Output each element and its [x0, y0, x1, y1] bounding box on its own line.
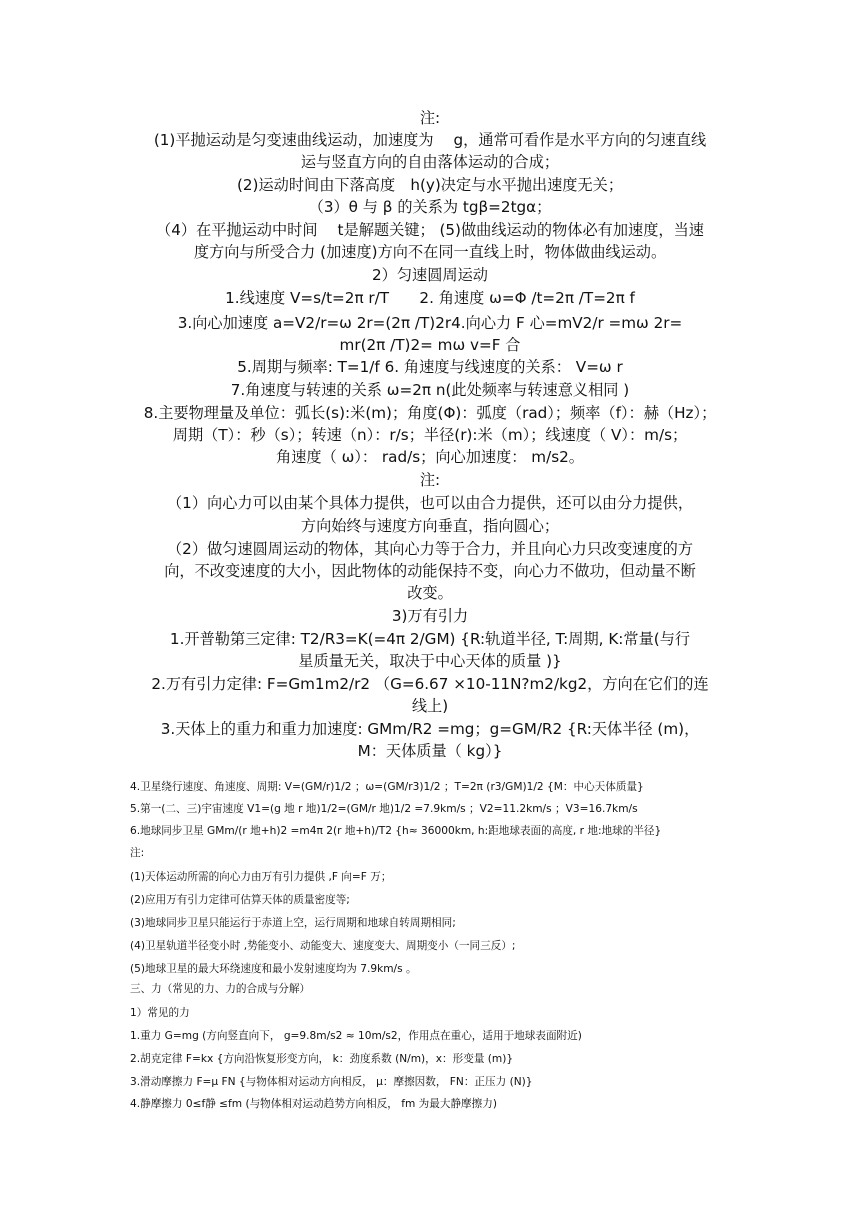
small-text-line: 4.静摩擦力 0≤f静 ≤fm (与物体相对运动趋势方向相反， fm 为最大静摩擦力) — [130, 1098, 497, 1110]
small-text-line: (1)天体运动所需的向心力由万有引力提供 ,F 向=F 万； — [130, 871, 392, 883]
note-line: (2)运动时间由下落高度 h(y)决定与水平抛出速度无关； — [236, 176, 624, 194]
note-line: 改变。 — [407, 584, 453, 602]
small-text-line: 4.卫星绕行速度、角速度、周期: V=(GM/r)1/2 ；ω=(GM/r3)1/2 ；T=2π (r3/GM)1/2 {M：中心天体质量} — [130, 781, 644, 793]
gravitation-line: 2.万有引力定律: F=Gm1m2/r2 （G=6.67 ×10-11N?m2/kg2，方向在它们的连 — [151, 675, 709, 693]
gravitation-line: 星质量无关，取决于中心天体的质量 )} — [298, 652, 562, 670]
note-line: 方向始终与速度方向垂直，指向圆心； — [300, 517, 560, 535]
note-line: （4）在平抛运动中时间 t是解题关键； (5)做曲线运动的物体必有加速度，当速 — [156, 221, 704, 239]
note-line: 度方向与所受合力 (加速度)方向不在同一直线上时，物体做曲线运动。 — [193, 243, 667, 261]
subsection-heading-common-forces: 1）常见的力 — [130, 1007, 190, 1019]
small-text-line: (5)地球卫星的最大环绕速度和最小发射速度均为 7.9km/s 。 — [130, 963, 417, 975]
gravitation-line: 1.开普勒第三定律: T2/R3=K(=4π 2/GM) {R:轨道半径, T:周期, K:常量(与行 — [169, 630, 691, 648]
note-line: （3）θ 与 β 的关系为 tgβ=2tgα； — [308, 198, 552, 216]
formula-line: 1.线速度 V=s/t=2π r/T 2. 角速度 ω=Φ /t=2π /T=2π f — [225, 289, 635, 307]
small-text-line: 2.胡克定律 F=kx {方向沿恢复形变方向， k：劲度系数 (N/m)，x：形变量 (m)} — [130, 1053, 514, 1065]
small-text-line: 1.重力 G=mg (方向竖直向下， g=9.8m/s2 ≈ 10m/s2，作用点在重心，适用于地球表面附近) — [130, 1030, 582, 1042]
formula-line: 7.角速度与转速的关系 ω=2π n(此处频率与转速意义相同 ) — [230, 381, 630, 399]
note-line: （2）做匀速圆周运动的物体，其向心力等于合力，并且向心力只改变速度的方 — [166, 540, 694, 558]
formula-line: mr(2π /T)2= mω v=F 合 — [339, 336, 521, 354]
gravitation-line: M：天体质量（ kg）} — [357, 742, 503, 760]
small-text-line: 6.地球同步卫星 GMm/(r 地+h)2 =m4π 2(r 地+h)/T2 {h≈ 36000km, h:距地球表面的高度, r 地:地球的半径} — [130, 825, 662, 837]
gravitation-line: 线上) — [411, 697, 449, 715]
small-text-line: 3.滑动摩擦力 F=μ FN {与物体相对运动方向相反， μ：摩擦因数， FN：正压力 (N)} — [130, 1076, 533, 1088]
note-heading-1: 注: — [419, 109, 441, 127]
note-line: 运与竖直方向的自由落体运动的合成； — [300, 153, 560, 171]
small-text-line: (3)地球同步卫星只能运行于赤道上空，运行周期和地球自转周期相同; — [130, 917, 456, 929]
note-line: （1）向心力可以由某个具体力提供，也可以由合力提供，还可以由分力提供， — [166, 494, 694, 512]
gravitation-line: 3.天体上的重力和重力加速度: GMm/R2 =mg；g=GM/R2 {R:天体半径 (m)， — [160, 720, 700, 738]
formula-line: 3.向心加速度 a=V2/r=ω 2r=(2π /T)2r4.向心力 F 心=mV2/r =mω 2r= — [177, 314, 683, 332]
units-line: 8.主要物理量及单位：弧长(s):米(m)；角度(Φ)：弧度（rad）；频率（f）：赫（Hz）； — [143, 404, 717, 422]
note-heading-2: 注: — [419, 471, 441, 489]
small-text-line: (4)卫星轨道半径变小时 ,势能变小、动能变大、速度变大、周期变小（一同三反）; — [130, 940, 516, 952]
note-line: (1)平抛运动是匀变速曲线运动，加速度为 g，通常可看作是水平方向的匀速直线 — [153, 131, 707, 149]
formula-line: 5.周期与频率: T=1/f 6. 角速度与线速度的关系： V=ω r — [237, 358, 623, 376]
section-heading-gravitation: 3)万有引力 — [391, 607, 469, 625]
section-heading-circular-motion: 2）匀速圆周运动 — [372, 266, 488, 284]
units-line: 角速度（ ω）： rad/s；向心加速度： m/s2。 — [276, 448, 584, 466]
small-text-line: 注: — [130, 847, 145, 859]
units-line: 周期（T）：秒（s）；转速（n）：r/s；半径(r):米（m）；线速度（ V）：m/s； — [172, 426, 688, 444]
small-text-line: (2)应用万有引力定律可估算天体的质量密度等; — [130, 894, 350, 906]
note-line: 向，不改变速度的大小，因此物体的动能保持不变，向心力不做功，但动量不断 — [164, 562, 696, 580]
small-text-line: 5.第一(二、三)宇宙速度 V1=(g 地 r 地)1/2=(GM/r 地)1/2 =7.9km/s ；V2=11.2km/s ；V3=16.7km/s — [130, 803, 638, 815]
section-heading-forces: 三、力（常见的力、力的合成与分解） — [130, 983, 311, 995]
